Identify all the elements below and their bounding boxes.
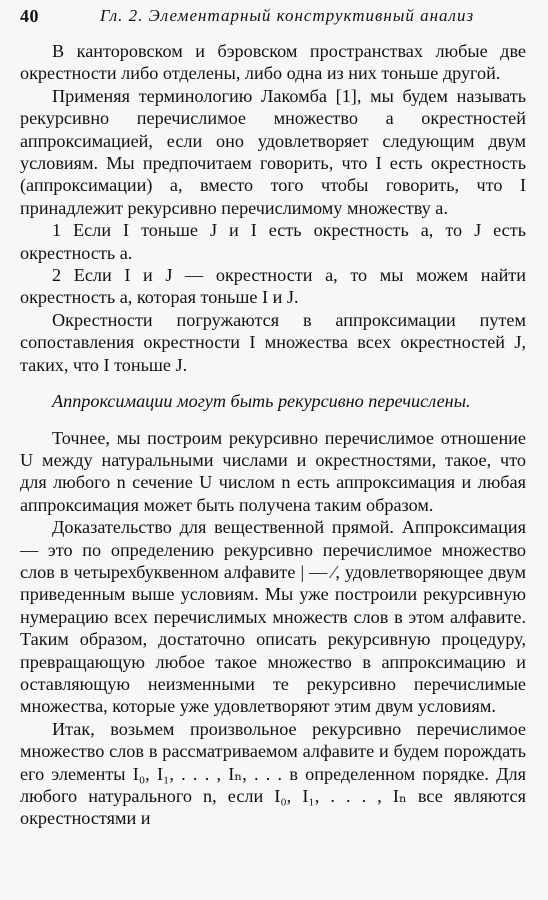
paragraph: Окрестности погружаются в аппроксимации путем сопоставления окрестности I множества всех окрестностей J, таких, что I тоньше J.	[20, 309, 526, 375]
italic-statement: Аппроксимации могут быть рекурсивно перечислены.	[52, 391, 471, 412]
page-header	[20, 0, 526, 40]
condition-1: 1 Если I тоньше J и I есть окрестность a, то J есть окрестность a.	[20, 220, 526, 263]
paragraph: Точнее, мы построим рекурсивно перечислимое отношение U между натуральными числами и окрестностями, такое, что для любого n сечение U числом n есть аппроксимация и любая аппроксимация может быть получена таким образом.	[20, 427, 526, 515]
proof-paragraph: Доказательство для вещественной прямой. Аппроксимация — это по определению рекурсивно перечислимое множество слов в четырехбуквенном алфавите | — ⁄, удовлетворяющее двум приведенным выше условиям. Мы уже построили рекурсивную нумерацию всех перечислимых множеств слов в этом алфавите. Таким образом, достаточно описать рекурсивную процедуру, превращающую любое такое множество в аппроксимацию и оставляющую неизменными те рекурсивно перечислимые множества, которые уже удовлетворяют этим двум условиям.	[20, 517, 526, 717]
paragraph: Применяя терминологию Лакомба [1], мы будем называть рекурсивно перечислимое множество a окрестностей аппроксимацией, если оно удовлетворяет следующим двум условиям. Мы предпочитаем говорить, что I есть окрестность (аппроксимации) a, вместо того чтобы говорить, что I принадлежит рекурсивно перечислимому множеству a.	[20, 85, 526, 218]
paragraph: Итак, возьмем произвольное рекурсивно перечислимое множество слов в рассматриваемом алфавите и будем порождать его элементы I₀, I₁, . . . , Iₙ, . . . в определенном порядке. Для любого натурального n, если I₀, I₁, . . . , Iₙ все являются окрестностями и	[20, 718, 526, 829]
page-number: 40	[20, 6, 39, 26]
body-text	[20, 40, 526, 830]
running-head: Гл. 2. Элементарный конструктивный анализ	[100, 6, 475, 25]
condition-2: 2 Если I и J — окрестности a, то мы можем найти окрестность a, которая тоньше I и J.	[20, 265, 526, 308]
paragraph: В канторовском и бэровском пространствах любые две окрестности либо отделены, либо одна из них тоньше другой.	[20, 41, 526, 84]
